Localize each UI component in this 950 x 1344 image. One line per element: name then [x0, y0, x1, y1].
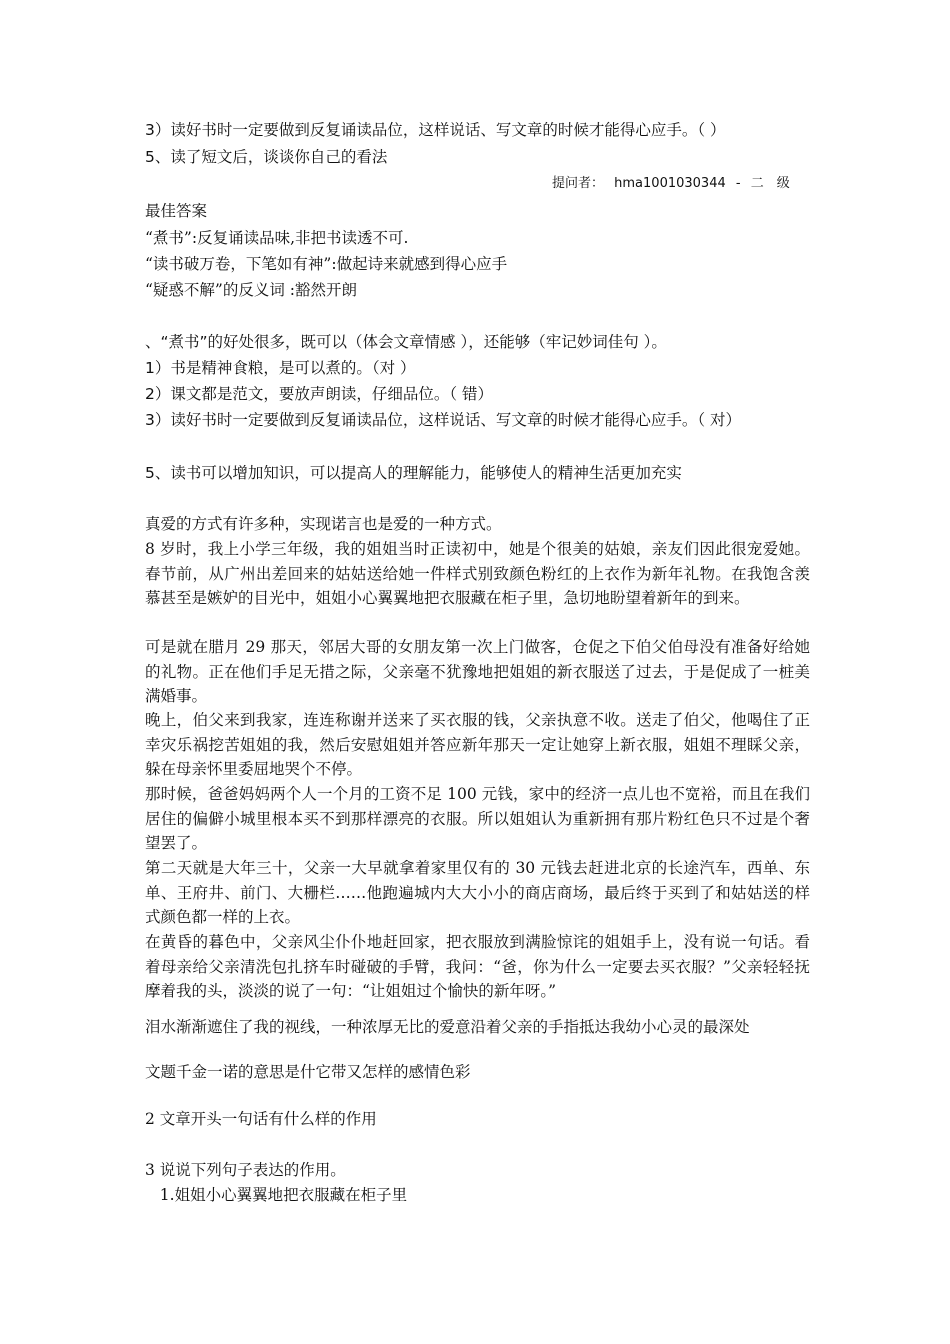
story-paragraph-1: 8 岁时，我上小学三年级，我的姐姐当时正读初中，她是个很美的姑娘，亲友们因此很宠爱她。春节前，从广州出差回来的姑姑送给她一件样式别致颜色粉红的上衣作为新年礼物。在我饱含羡慕甚至是嫉妒的目光中，姐姐小心翼翼地把衣服藏在柜子里，急切地盼望着新年的到来。 — [145, 540, 810, 607]
question-sentence-function: 3 说说下列句子表达的作用。 — [145, 1161, 346, 1179]
answer-judge-3: 3）读好书时一定要做到反复诵读品位，这样说话、写文章的时候才能得心应手。（ 对） — [145, 411, 742, 429]
answer-fill-blank: 、“煮书”的好处很多，既可以（体会文章情感 ），还能够（牢记妙词佳句 ）。 — [145, 333, 667, 351]
question-5: 5、读了短文后，谈谈你自己的看法 — [145, 148, 388, 166]
story-paragraph-0: 真爱的方式有许多种，实现诺言也是爱的一种方式。 — [145, 515, 502, 533]
asker-label: 提问者： — [552, 176, 605, 191]
story-paragraph-2: 可是就在腊月 29 那天，邻居大哥的女朋友第一次上门做客，仓促之下伯父伯母没有准备好给她的礼物。正在他们手足无措之际，父亲毫不犹豫地把姐姐的新衣服送了过去，于是促成了一桩美满婚事。 — [145, 638, 810, 705]
answer-judge-2: 2）课文都是范文，要放声朗读，仔细品位。（ 错） — [145, 385, 494, 403]
question-3-blank: 3）读好书时一定要做到反复诵读品位，这样说话、写文章的时候才能得心应手。（ ） — [145, 121, 726, 139]
asker-separator: - — [735, 176, 741, 191]
story-paragraph-6: 在黄昏的暮色中，父亲风尘仆仆地赶回家，把衣服放到满脸惊诧的姐姐手上，没有说一句话。看着母亲给父亲清洗包扎挤车时碰破的手臂，我问：“爸，你为什么一定要去买衣服？”父亲轻轻抚摩着我的头，淡淡的说了一句：“让姐姐过个愉快的新年呀。” — [145, 933, 810, 1000]
story-paragraph-3: 晚上，伯父来到我家，连连称谢并送来了买衣服的钱，父亲执意不收。送走了伯父，他喝住了正幸灾乐祸挖苦姐姐的我，然后安慰姐姐并答应新年那天一定让她穿上新衣服，姐姐不理睬父亲，躲在母亲怀里委屈地哭个不停。 — [145, 711, 810, 778]
answer-line-3: “疑惑不解”的反义词 :豁然开朗 — [145, 281, 357, 299]
answer-opinion: 5、读书可以增加知识，可以提高人的理解能力，能够使人的精神生活更加充实 — [145, 464, 682, 482]
answer-judge-1: 1）书是精神食粮，是可以煮的。（对 ） — [145, 359, 416, 377]
asker-level: 二 级 — [750, 176, 790, 191]
story-paragraph-5: 第二天就是大年三十，父亲一大早就拿着家里仅有的 30 元钱去赶进北京的长途汽车，西单、东单、王府井、前门、大栅栏……他跑遍城内大大小小的商店商场，最后终于买到了和姑姑送的样式颜色都一样的上衣。 — [145, 859, 810, 926]
answer-line-1: “煮书”:反复诵读品味,非把书读透不可. — [145, 229, 409, 247]
story-paragraph-7: 泪水渐渐遮住了我的视线，一种浓厚无比的爱意沿着父亲的手指抵达我幼小心灵的最深处 — [145, 1018, 750, 1036]
answer-line-2: “读书破万卷，下笔如有神”:做起诗来就感到得心应手 — [145, 255, 508, 273]
question-opening-sentence: 2 文章开头一句话有什么样的作用 — [145, 1110, 377, 1128]
asker-info — [552, 172, 796, 191]
best-answer-heading: 最佳答案 — [145, 202, 208, 220]
question-title-meaning: 文题千金一诺的意思是什它带又怎样的感情色彩 — [145, 1063, 471, 1081]
story-paragraph-4: 那时候，爸爸妈妈两个人一个月的工资不足 100 元钱，家中的经济一点儿也不宽裕，而且在我们居住的偏僻小城里根本买不到那样漂亮的衣服。所以姐姐认为重新拥有那片粉红色只不过是个奢望罢了。 — [145, 785, 810, 852]
asker-name[interactable]: hma1001030344 — [614, 176, 726, 191]
question-sentence-1: 1.姐姐小心翼翼地把衣服藏在柜子里 — [145, 1186, 408, 1204]
